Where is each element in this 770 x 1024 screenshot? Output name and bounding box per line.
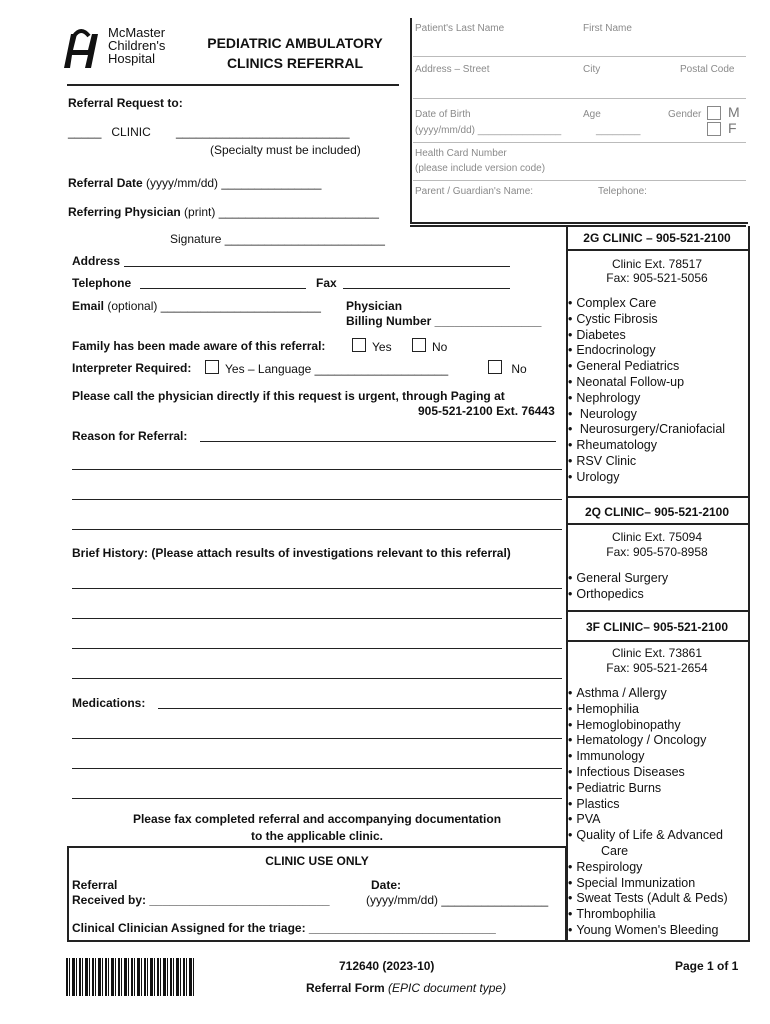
urgent-note-2: 905-521-2100 Ext. 76443 [418,404,555,418]
clinic-3f-title: 3F CLINIC– 905-521-2100 [585,620,729,634]
reason-label: Reason for Referral: [72,429,188,443]
page-number: Page 1 of 1 [675,959,739,973]
list-item-continuation: Care [601,843,629,858]
patient-last-name-label[interactable]: Patient's Last Name [415,23,505,34]
list-item: • General Surgery [568,571,668,587]
family-no-checkbox[interactable] [412,338,426,352]
family-yes-checkbox[interactable] [352,338,366,352]
clinic-2q-fax: Fax: 905-570-8958 [606,545,708,559]
interpreter-label: Interpreter Required: [72,361,192,375]
list-item: • Pediatric Burns [568,781,728,797]
list-item: • Urology [568,470,725,486]
history-line-2[interactable] [72,618,562,619]
specialty-line[interactable]: __________________________ [176,125,350,139]
hospital-logo [62,26,182,70]
clinic-2g-title: 2G CLINIC – 905-521-2100 [583,231,731,245]
medications-line-4[interactable] [72,798,562,799]
list-item: • Special Immunization [568,876,728,892]
list-item: • Young Women's Bleeding [568,923,728,939]
guardian-label[interactable]: Parent / Guardian's Name: [415,186,534,197]
clinician-assigned-field[interactable]: Clinical Clinician Assigned for the triage: ____________________________ [72,921,496,935]
dob-label[interactable]: Date of Birth [415,109,471,120]
clinic-use-title: CLINIC USE ONLY [265,854,369,868]
received-by-field[interactable]: Received by: ___________________________ [72,893,330,907]
referring-physician-field[interactable]: Referring Physician (print) ________________________ [68,205,379,219]
list-item: • RSV Clinic [568,454,725,470]
list-item: • Plastics [568,797,728,813]
form-number: 712640 (2023-10) [339,959,435,973]
family-no-label: No [432,340,448,354]
physician-label: Physician [346,299,403,313]
list-item: • Respirology [568,860,728,876]
medications-line-2[interactable] [72,738,562,739]
city-label[interactable]: City [583,64,601,75]
gender-label: Gender [668,109,702,120]
logo-text-3: Hospital [108,51,155,66]
reason-line-2[interactable] [72,469,562,470]
guardian-telephone-label[interactable]: Telephone: [598,186,647,197]
list-item: • General Pediatrics [568,359,725,375]
list-item: • Complex Care [568,296,725,312]
age-line: ________ [596,125,641,136]
gender-m-checkbox[interactable] [707,106,721,120]
history-line-3[interactable] [72,648,562,649]
fax-label: Fax [316,276,337,290]
list-item: • Neurosurgery/Craniofacial [568,422,725,438]
first-name-label[interactable]: First Name [583,23,632,34]
list-item: • Cystic Fibrosis [568,312,725,328]
clinic-3f-fax: Fax: 905-521-2654 [606,661,708,675]
history-line-4[interactable] [72,678,562,679]
clinic-3f-ext: Clinic Ext. 73861 [611,646,703,660]
list-item: • Nephrology [568,391,725,407]
list-item: • Thrombophilia [568,907,728,923]
clinic-2q-list [568,571,668,603]
address-label: Address [72,254,121,268]
reason-line-1[interactable] [200,441,556,442]
gender-f-label: F [728,120,737,136]
postal-code-label[interactable]: Postal Code [680,64,735,75]
list-item: • Sweat Tests (Adult & Peds) [568,891,728,907]
dob-format: (yyyy/mm/dd) _______________ [415,125,562,136]
list-item: • Quality of Life & Advanced [568,828,728,844]
interpreter-language-field[interactable]: Yes – Language ____________________ [225,362,449,376]
list-item: • Hematology / Oncology [568,733,728,749]
medications-line-3[interactable] [72,768,562,769]
list-item: • Neurology [568,407,725,423]
clinic-2g-ext: Clinic Ext. 78517 [611,257,703,271]
interpreter-no-label: No [511,362,527,376]
health-card-note: (please include version code) [415,163,546,174]
telephone-label: Telephone [72,276,132,290]
list-item: • Hemoglobinopathy [568,718,728,734]
list-item: • Diabetes [568,328,725,344]
medications-label: Medications: [72,696,146,710]
list-item: • Endocrinology [568,343,725,359]
referral-received-label: Referral [72,878,118,892]
fax-instructions: Please fax completed referral and accompanying documentation to the applicable clinic. [132,812,502,843]
list-item: • Hemophilia [568,702,728,718]
history-label: Brief History: (Please attach results of investigations relevant to this referral) [72,546,511,560]
list-item: • Asthma / Allergy [568,686,728,702]
referral-date-field[interactable]: Referral Date (yyyy/mm/dd) _______________ [68,176,322,190]
list-item: • Neonatal Follow-up [568,375,725,391]
interpreter-yes-checkbox[interactable] [205,360,219,374]
clinic-3f-list [568,686,728,939]
gender-f-checkbox[interactable] [707,122,721,136]
clinic-2g-list [568,296,725,486]
reason-line-4[interactable] [72,529,562,530]
clinic-date-label: Date: [371,878,402,892]
clinic-date-field[interactable]: (yyyy/mm/dd) ________________ [366,893,549,907]
clinic-2q-ext: Clinic Ext. 75094 [611,530,703,544]
list-item: • Orthopedics [568,587,668,603]
clinic-line[interactable]: _____ CLINIC [68,125,151,139]
family-aware-row: Family has been made aware of this referral: [72,339,326,353]
medications-line-1[interactable] [158,708,562,709]
list-item: • PVA [568,812,728,828]
signature-field[interactable]: Signature ________________________ [170,232,385,246]
form-title: PEDIATRIC AMBULATORY CLINICS REFERRAL [207,35,383,71]
barcode [66,958,196,996]
hospital-logo-icon [62,26,104,70]
health-card-label[interactable]: Health Card Number [415,148,507,159]
clinic-2g-fax: Fax: 905-521-5056 [606,271,708,285]
gender-m-label: M [728,104,740,120]
urgent-note-1: Please call the physician directly if this request is urgent, through Paging at [72,389,505,403]
referral-request-label: Referral Request to: [68,96,183,110]
form-name: Referral Form (EPIC document type) [306,981,507,995]
logo-text-1: McMaster [108,25,166,40]
reason-line-3[interactable] [72,499,562,500]
age-label[interactable]: Age [583,109,601,120]
list-item: • Infectious Diseases [568,765,728,781]
address-street-label[interactable]: Address – Street [415,64,490,75]
list-item: • Immunology [568,749,728,765]
interpreter-no-checkbox[interactable] [488,360,502,374]
specialty-note: (Specialty must be included) [210,143,361,157]
history-line-1[interactable] [72,588,562,589]
logo-text-2: Children's [108,38,166,53]
list-item: • Rheumatology [568,438,725,454]
email-field[interactable]: Email (optional) ________________________ [72,299,321,313]
family-yes-label: Yes [372,340,392,354]
clinic-2q-title: 2Q CLINIC– 905-521-2100 [584,505,730,519]
billing-number-field[interactable]: Billing Number ________________ [346,314,542,328]
